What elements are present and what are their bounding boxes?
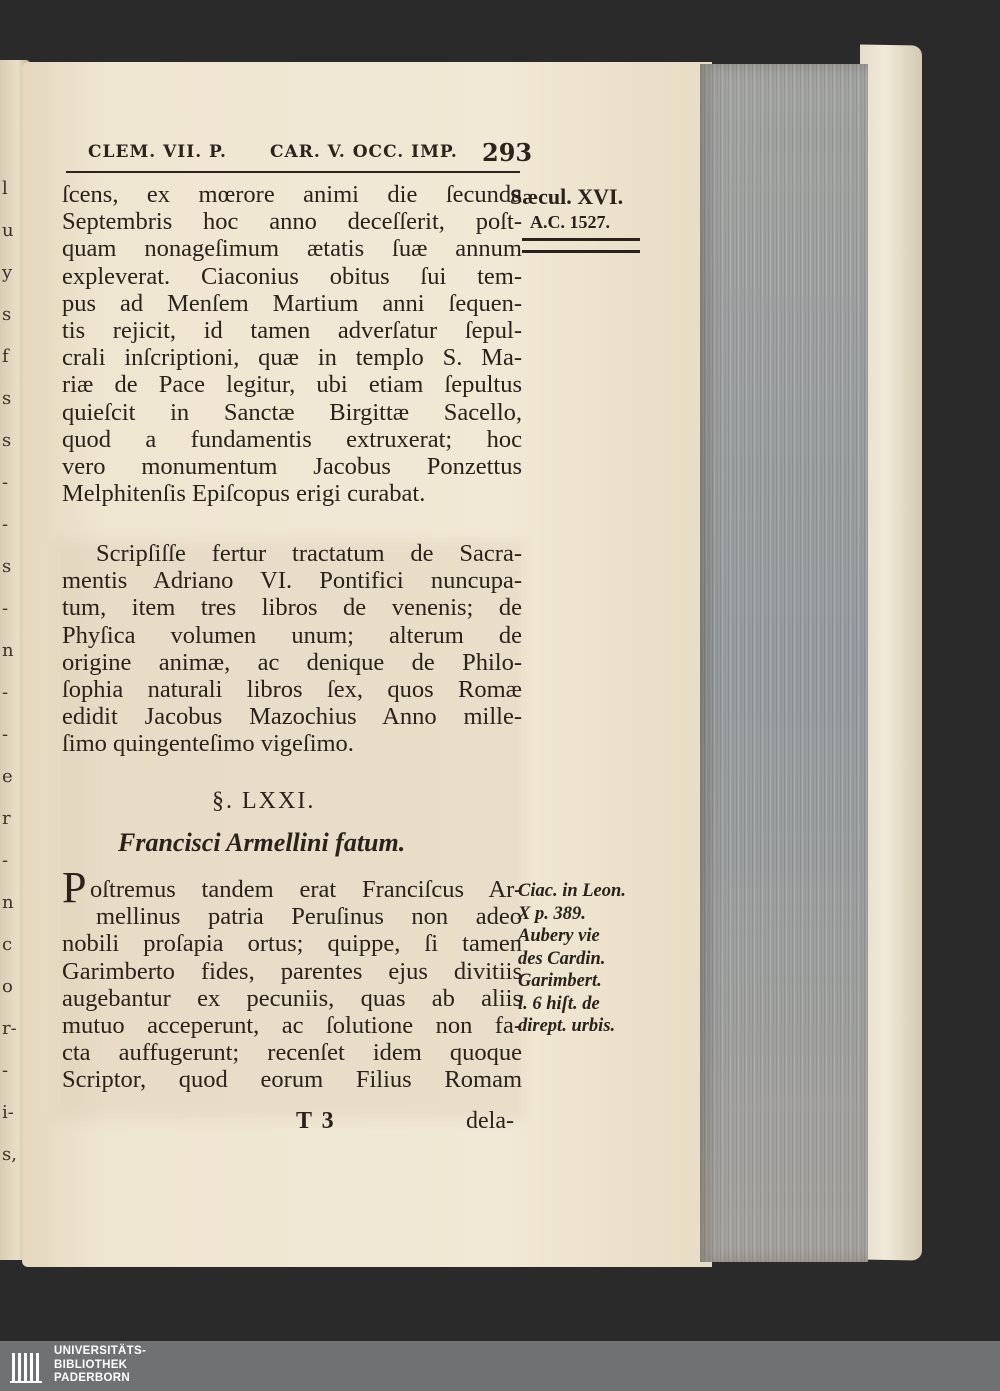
text-line: riæ de Pace legitur, ubi etiam ſepultus	[62, 371, 522, 399]
text-line: pus ad Menſem Martium anni ſequen-	[62, 289, 522, 317]
text-line: ſophia naturali libros ſex, quos Romæ	[62, 675, 522, 703]
margin-rule	[522, 250, 640, 253]
drop-capital: P	[62, 863, 87, 912]
text-line: augebantur ex pecuniis, quas ab aliis	[62, 984, 522, 1012]
section-number: §. LXXI.	[212, 788, 316, 814]
citation-line: des Cardin.	[518, 948, 606, 969]
left-page-fragment: -	[2, 724, 9, 745]
left-page-fragment: s	[2, 430, 12, 451]
text-line: quod a fundamentis extruxerat; hoc	[62, 425, 522, 453]
left-page-fragment: -	[2, 598, 9, 619]
running-header	[70, 138, 533, 172]
header-rule	[66, 171, 520, 173]
text-line: mutuo acceperunt, ac ſolutione non fa-	[62, 1011, 522, 1039]
citation-line: l. 6 hiſt. de	[518, 993, 600, 1014]
text-line: tum, item tres libros de venenis; de	[62, 594, 522, 622]
text-line: crali inſcriptioni, quæ in templo S. Ma-	[62, 344, 522, 372]
left-page-fragment: n	[2, 892, 14, 913]
header-middle: CAR. V. OCC. IMP.	[270, 142, 458, 162]
catchword: dela-	[466, 1108, 514, 1134]
margin-year: A.C. 1527.	[530, 212, 610, 232]
text-line: ſimo quingenteſimo vigeſimo.	[62, 730, 354, 758]
page-footer	[62, 1108, 522, 1138]
text-line: quieſcit in Sanctæ Birgittæ Sacello,	[62, 398, 522, 426]
left-page-fragment: -	[2, 850, 9, 871]
text-line: nobili proſapia ortus; quippe, ſi tamen	[62, 930, 522, 958]
margin-rule	[522, 238, 640, 241]
text-line: oſtremus tandem erat Franciſcus Ar-	[90, 876, 522, 903]
library-name-line3: PADERBORN	[54, 1372, 130, 1384]
left-page-fragment: o	[2, 976, 13, 997]
library-banner	[0, 1341, 1000, 1391]
citation-line: X p. 389.	[518, 903, 586, 924]
left-page-fragment: s,	[2, 1144, 17, 1165]
citation-line: dirept. urbis.	[518, 1016, 616, 1036]
paragraph-3	[62, 876, 522, 1094]
text-line: quam nonageſimum ætatis ſuæ annum	[62, 235, 522, 263]
section-title: Francisci Armellini fatum.	[118, 828, 406, 857]
paragraph-2	[62, 540, 522, 758]
text-line: Scriptor, quod eorum Filius Romam	[62, 1066, 522, 1094]
citation-line: Ciac. in Leon.	[518, 881, 626, 901]
library-name-line2: BIBLIOTHEK	[54, 1358, 128, 1371]
margin-century: Sæcul. XVI.	[510, 184, 624, 209]
left-page-fragment: f	[2, 346, 9, 367]
library-name	[54, 1345, 146, 1386]
left-page-fragment: y	[2, 262, 13, 283]
text-line: mellinus patria Peruſinus non adeo	[96, 903, 522, 931]
text-line: edidit Jacobus Mazochius Anno mille-	[62, 703, 522, 731]
text-line: Scripſiſſe fertur tractatum de Sacra-	[96, 540, 522, 567]
paragraph-1	[62, 181, 522, 507]
text-line: Melphitenſis Epiſcopus erigi curabat.	[62, 480, 426, 508]
citation-line: Garimbert.	[518, 971, 602, 991]
left-page-fragment: -	[2, 472, 9, 493]
left-page-fragment: s	[2, 556, 12, 577]
text-line: mentis Adriano VI. Pontifici nuncupa-	[62, 567, 522, 595]
text-line: vero monumentum Jacobus Ponzettus	[62, 452, 522, 480]
header-left: CLEM. VII. P.	[88, 142, 227, 162]
text-line: origine animæ, ac denique de Philo-	[62, 648, 522, 676]
left-page-fragment: -	[2, 514, 9, 535]
left-page-fragment: -	[2, 1060, 9, 1081]
left-page-fragment: c	[2, 934, 13, 955]
marginal-citations	[518, 880, 648, 1038]
page-fore-edge	[700, 64, 868, 1262]
library-logo-icon	[10, 1347, 48, 1385]
library-name-line1: UNIVERSITÄTS-	[54, 1345, 147, 1357]
left-page-fragment: e	[2, 766, 13, 787]
text-line: Phyſica volumen unum; alterum de	[62, 621, 522, 649]
text-line: expleverat. Ciaconius obitus ſui tem-	[62, 262, 522, 290]
text-line: tis rejicit, id tamen adverſatur ſepul-	[62, 316, 522, 344]
citation-line: Aubery vie	[518, 926, 600, 946]
page-number: 293	[482, 138, 533, 167]
left-page-fragment: i-	[2, 1102, 14, 1123]
left-page-fragment: r	[2, 808, 11, 829]
left-page-fragment: u	[2, 220, 14, 241]
text-line: Garimberto fides, parentes ejus divitiis	[62, 957, 522, 985]
left-page-fragment: s	[2, 388, 12, 409]
left-page-fragment: s	[2, 304, 12, 325]
signature-mark: T 3	[296, 1108, 336, 1134]
left-page-fragment: -	[2, 682, 9, 703]
text-line: Septembris hoc anno deceſſerit, poſt-	[62, 208, 522, 236]
book-cover-edge	[860, 44, 922, 1260]
left-page-fragment: n	[2, 640, 14, 661]
left-page-fragment: r-	[2, 1018, 17, 1039]
left-page-fragment: l	[2, 178, 8, 199]
text-line: cta auffugerunt; recenſet idem quoque	[62, 1039, 522, 1067]
text-line: ſcens, ex mœrore animi die ſecunda	[62, 181, 522, 208]
